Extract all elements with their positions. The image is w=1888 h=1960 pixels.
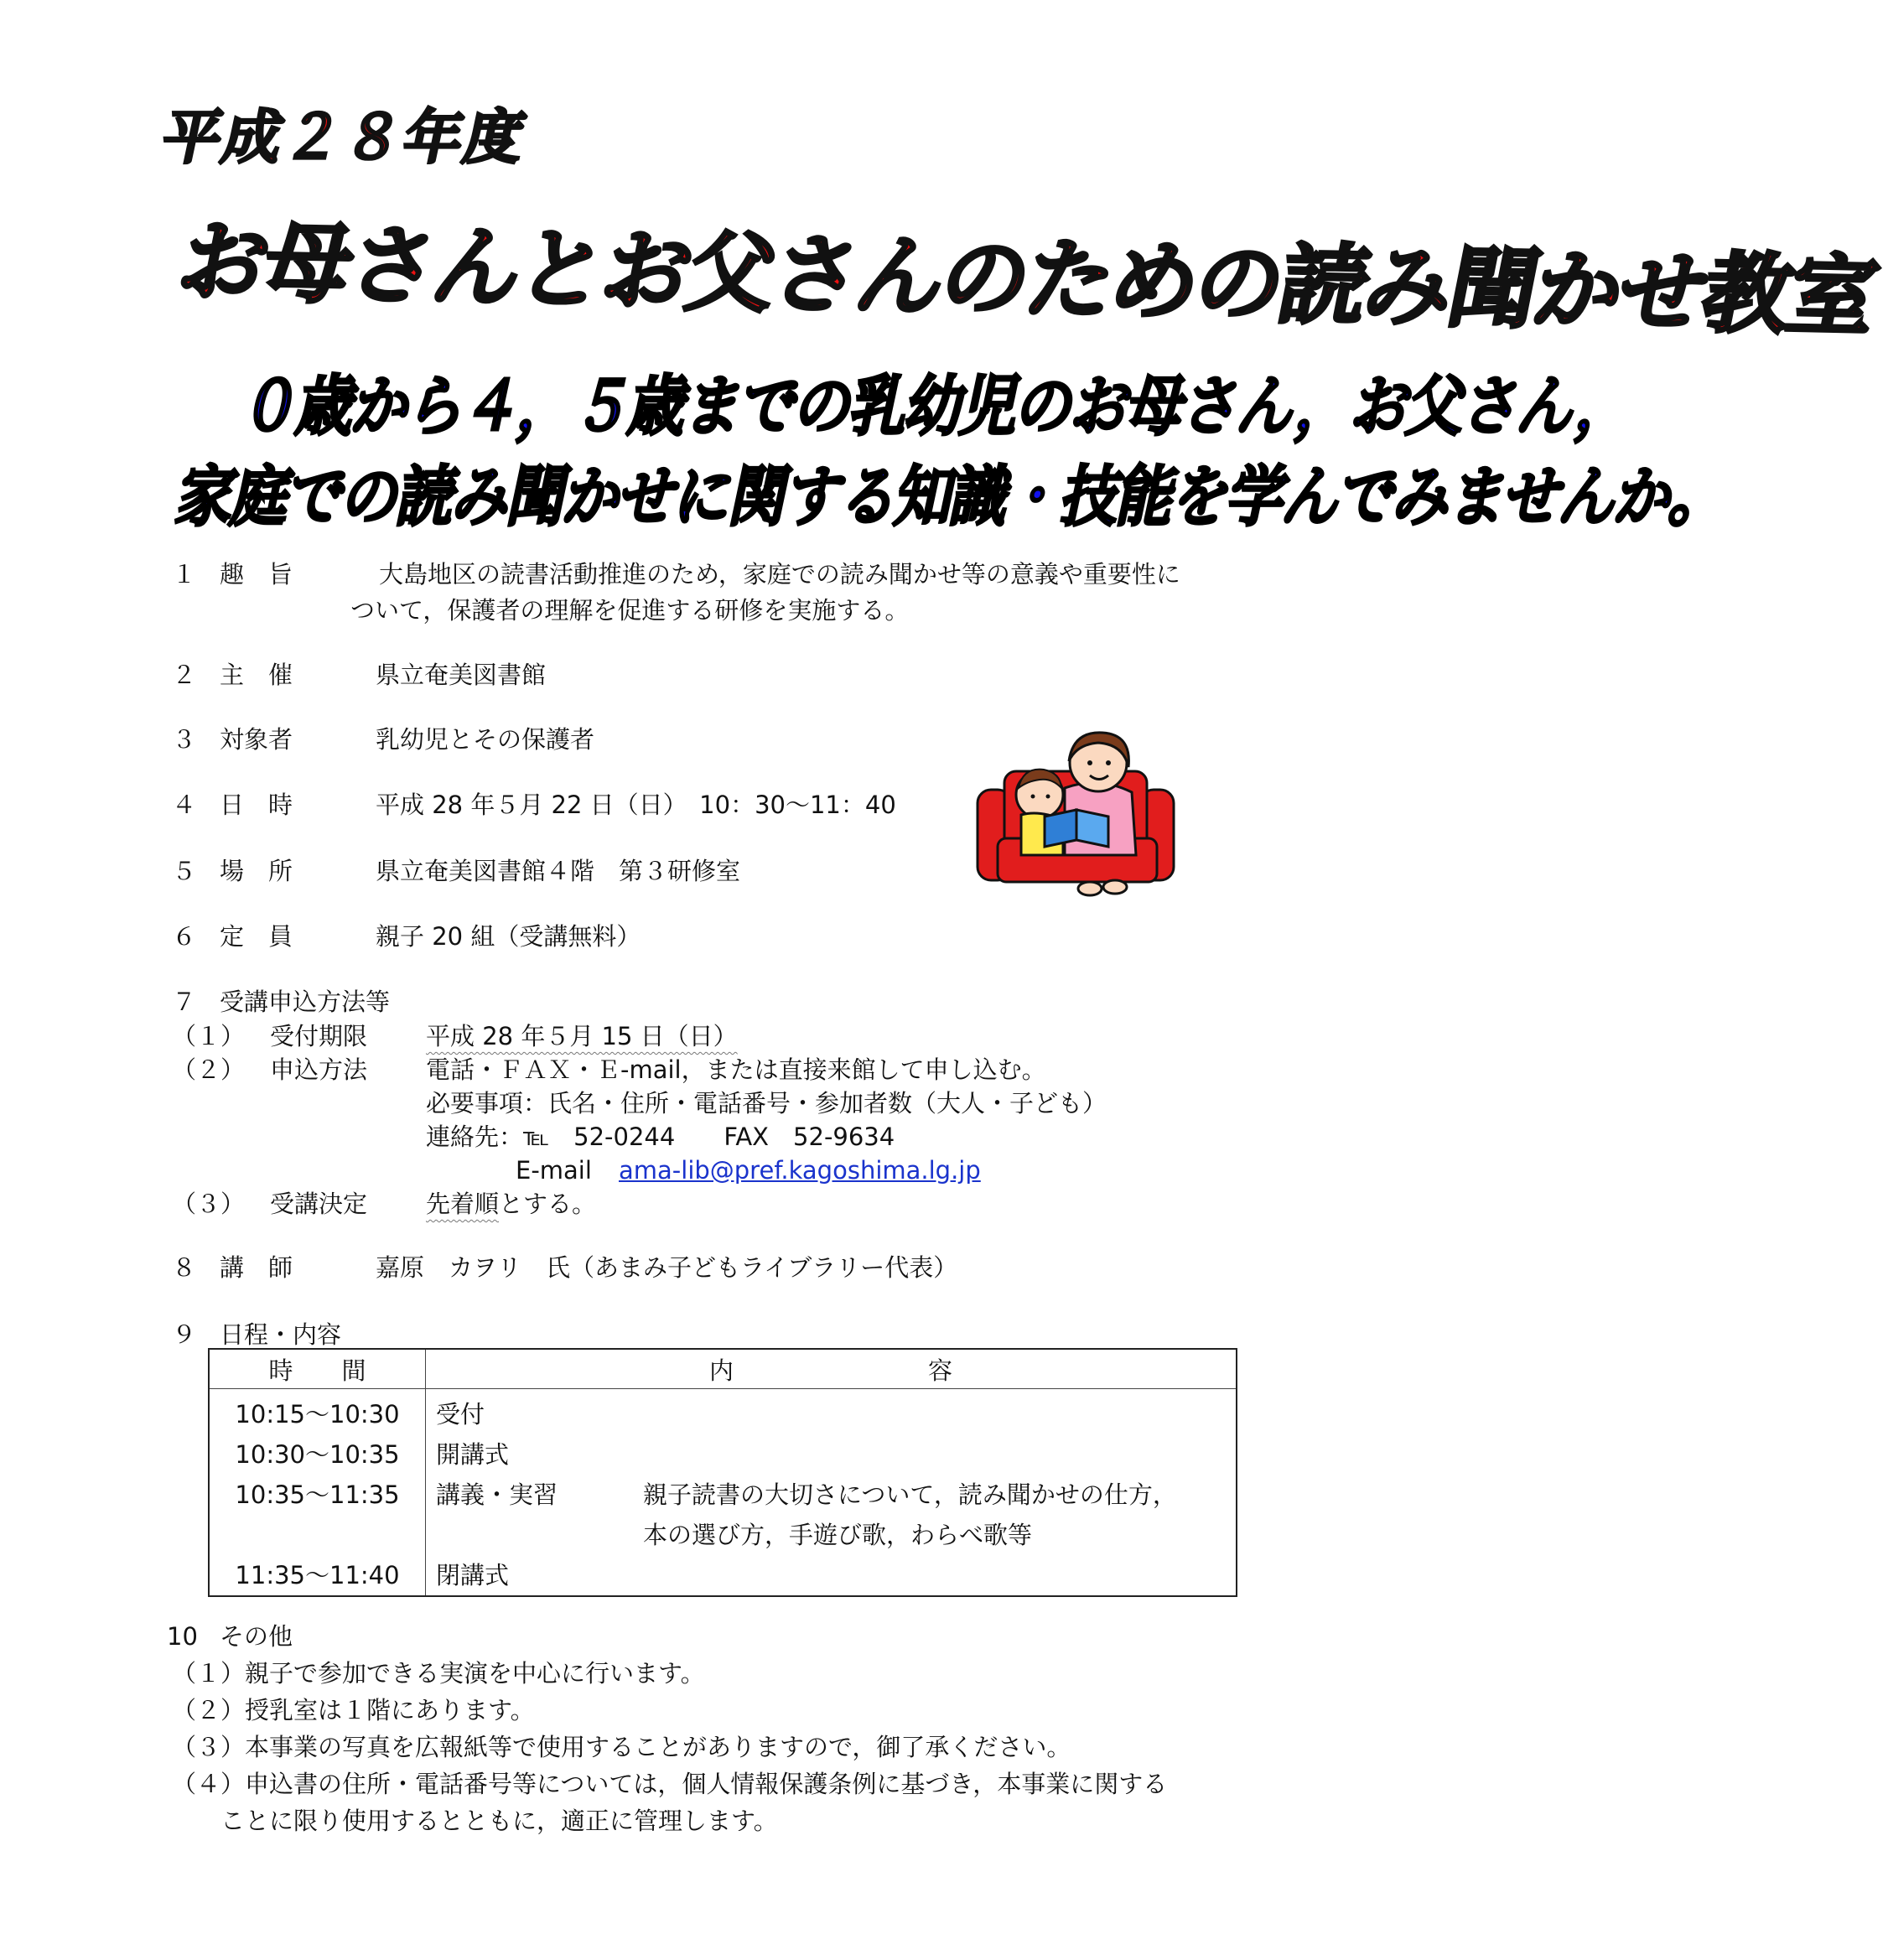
- table-row: [209, 1475, 1237, 1515]
- book-left-page: [1045, 810, 1076, 847]
- year-title: 平成２８年度: [156, 103, 533, 172]
- row-item: 受付: [436, 1400, 485, 1429]
- contact-phone-fax: 連絡先：℡ 52-0244 FAX 52-9634: [426, 1123, 895, 1151]
- row-item: 開講式: [436, 1440, 510, 1469]
- row-detail: [642, 1434, 1237, 1475]
- section-3-number: ３: [172, 725, 197, 754]
- section-1-text-line-1: 大島地区の読書活動推進のため，家庭での読み聞かせ等の意義や重要性に: [379, 560, 1180, 589]
- section-1-number: １: [172, 560, 197, 589]
- table-row: [209, 1389, 1237, 1435]
- subtitle-line-1: ０歳から４，５歳までの乳幼児のお母さん，お父さん，: [235, 368, 1642, 445]
- email-link[interactable]: ama-lib@pref.kagoshima.lg.jp: [619, 1156, 981, 1185]
- row-time: [209, 1515, 426, 1555]
- section-3-value: 乳幼児とその保護者: [376, 725, 595, 754]
- row-time: 10:30～10:35: [209, 1434, 426, 1475]
- selection-method: [426, 1187, 596, 1221]
- note-3: （３）本事業の写真を広報紙等で使用することがありますので，御了承ください。: [172, 1733, 1071, 1761]
- subtitle-line-2: 家庭での読み聞かせに関する知識・技能を学んでみませんか。: [169, 459, 1736, 536]
- required-items: 必要事項：氏名・住所・電話番号・参加者数（大人・子ども）: [426, 1089, 1107, 1117]
- application-deadline: 平成 28 年５月 15 日（日）: [426, 1022, 738, 1050]
- main-title: お母さんとお父さんのための読み聞かせ教室: [170, 210, 1885, 348]
- book-right-page: [1076, 810, 1108, 847]
- parent-foot: [1078, 882, 1102, 895]
- section-6-label: 定 員: [220, 922, 293, 951]
- baby-eye: [1046, 795, 1050, 799]
- row-detail: [642, 1389, 1237, 1435]
- section-4-label: 日 時: [220, 791, 293, 819]
- row-time: 10:35～11:35: [209, 1475, 426, 1515]
- section-7-item-2-label: 申込方法: [270, 1055, 368, 1084]
- parent-eye: [1106, 760, 1111, 765]
- section-10-label: その他: [220, 1622, 293, 1651]
- parent-eye: [1087, 760, 1092, 765]
- table-row: [209, 1515, 1237, 1555]
- section-9-number: ９: [172, 1320, 197, 1349]
- section-7-item-1-number: （１）: [172, 1022, 246, 1050]
- section-1-label: 趣 旨: [220, 560, 293, 589]
- section-5-label: 場 所: [220, 857, 293, 885]
- header-time: 時 間: [209, 1349, 426, 1389]
- row-time: 11:35～11:40: [209, 1555, 426, 1596]
- baby-eye: [1031, 795, 1035, 799]
- section-5-value: 県立奄美図書館４階 第３研修室: [376, 857, 741, 885]
- section-7-item-2-number: （２）: [172, 1055, 246, 1084]
- table-row: [209, 1434, 1237, 1475]
- section-2-value: 県立奄美図書館: [376, 661, 547, 689]
- section-7-item-3-label: 受講決定: [270, 1190, 368, 1218]
- table-row: [209, 1555, 1237, 1596]
- header-content: 内 容: [426, 1349, 1237, 1389]
- row-detail: 本の選び方，手遊び歌，わらべ歌等: [643, 1521, 1033, 1549]
- section-3-label: 対象者: [220, 725, 293, 754]
- note-2: （２）授乳室は１階にあります。: [172, 1696, 535, 1724]
- section-9-label: 日程・内容: [220, 1320, 342, 1349]
- section-10-number: 10: [167, 1622, 198, 1651]
- row-item: [426, 1515, 643, 1555]
- row-detail: 親子読書の大切さについて，読み聞かせの仕方，: [643, 1480, 1177, 1509]
- lecturer: 嘉原 カヲリ 氏（あまみ子どもライブラリー代表）: [376, 1253, 958, 1282]
- section-7-label: 受講申込方法等: [220, 988, 391, 1016]
- note-1: （１）親子で参加できる実演を中心に行います。: [172, 1659, 705, 1688]
- schedule-table: [208, 1348, 1237, 1597]
- section-7-item-1-label: 受付期限: [270, 1022, 368, 1050]
- section-5-number: ５: [172, 857, 197, 885]
- row-item: 講義・実習: [436, 1480, 558, 1509]
- section-7-item-3-number: （３）: [172, 1190, 246, 1218]
- selection-suffix: とする。: [499, 1190, 597, 1218]
- section-2-label: 主 催: [220, 661, 293, 689]
- section-6-number: ６: [172, 922, 197, 951]
- note-4-line-1: （４）申込書の住所・電話番号等については，個人情報保護条例に基づき，本事業に関する: [172, 1770, 1168, 1798]
- section-2-number: ２: [172, 661, 197, 689]
- note-4-line-2: ことに限り使用するとともに，適正に管理します。: [172, 1807, 778, 1835]
- first-come-text: 先着順: [426, 1190, 500, 1218]
- email-label: E-mail: [516, 1156, 592, 1185]
- parent-foot: [1103, 880, 1127, 894]
- section-6-value: 親子 20 組（受講無料）: [376, 922, 641, 951]
- row-time: 10:15～10:30: [209, 1389, 426, 1435]
- reading-illustration: [973, 729, 1182, 897]
- section-4-value: 平成 28 年５月 22 日（日） 10：30～11：40: [376, 791, 896, 819]
- row-detail: [642, 1555, 1237, 1596]
- section-8-number: ８: [172, 1253, 197, 1282]
- section-7-number: ７: [172, 988, 197, 1016]
- schedule-header-row: [209, 1349, 1237, 1389]
- section-4-number: ４: [172, 791, 197, 819]
- application-method: 電話・ＦＡＸ・Ｅ-mail，または直接来館して申し込む。: [426, 1055, 1046, 1084]
- row-item: 閉講式: [436, 1561, 510, 1589]
- section-1-text-line-2: ついて，保護者の理解を促進する研修を実施する。: [350, 596, 910, 625]
- section-8-label: 講 師: [220, 1253, 293, 1282]
